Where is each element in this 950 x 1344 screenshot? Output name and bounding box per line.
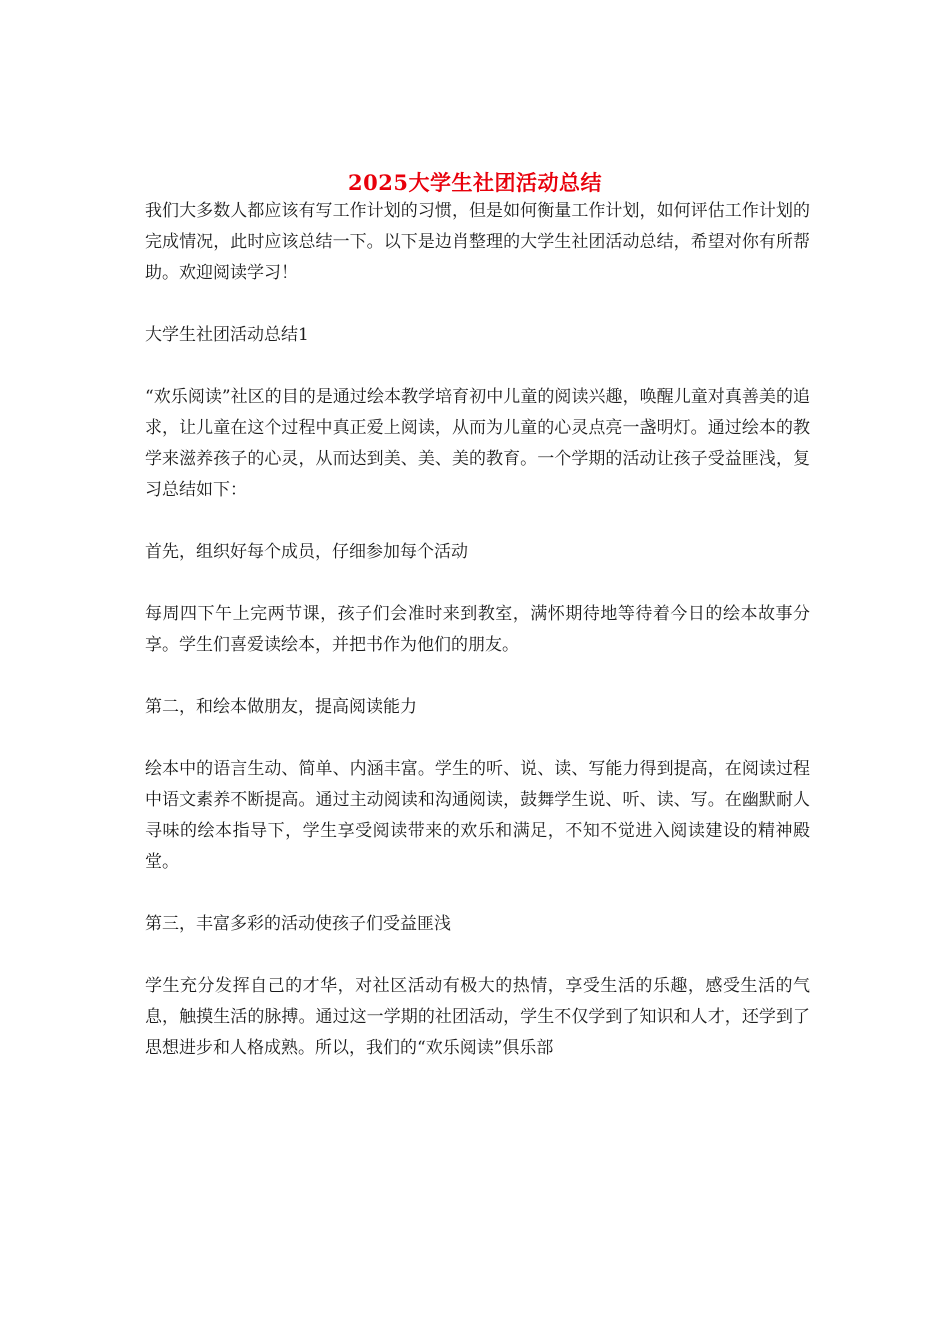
body-paragraph: “欢乐阅读”社区的目的是通过绘本教学培育初中儿童的阅读兴趣，唤醒儿童对真善美的追求，让儿童在这个过程中真正爱上阅读，从而为儿童的心灵点亮一盏明灯。通过绘本的教学来滋养孩子的心灵，从而达到美、美、美的教育。一个学期的活动让孩子受益匪浅，复习总结如下： [145,387,810,500]
subheading-second: 第二，和绘本做朋友，提高阅读能力 [145,697,417,717]
body-paragraph: 学生充分发挥自己的才华，对社区活动有极大的热情，享受生活的乐趣，感受生活的气息，触摸生活的脉搏。通过这一学期的社团活动，学生不仅学到了知识和人才，还学到了思想进步和人格成熟。所以，我们的“欢乐阅读”俱乐部 [145,976,810,1058]
document-body [145,196,810,1064]
section-heading: 大学生社团活动总结1 [145,325,309,345]
body-paragraph: 每周四下午上完两节课，孩子们会准时来到教室，满怀期待地等待着今日的绘本故事分享。学生们喜爱读绘本，并把书作为他们的朋友。 [145,604,810,655]
intro-paragraph: 我们大多数人都应该有写工作计划的习惯，但是如何衡量工作计划，如何评估工作计划的完成情况，此时应该总结一下。以下是边肖整理的大学生社团活动总结，希望对你有所帮助。欢迎阅读学习！ [145,201,810,283]
subheading-first: 首先，组织好每个成员，仔细参加每个活动 [145,542,468,562]
document-title: 2025大学生社团活动总结 [348,170,602,196]
body-paragraph: 绘本中的语言生动、简单、内涵丰富。学生的听、说、读、写能力得到提高，在阅读过程中语文素养不断提高。通过主动阅读和沟通阅读，鼓舞学生说、听、读、写。在幽默耐人寻味的绘本指导下，学生享受阅读带来的欢乐和满足，不知不觉进入阅读建设的精神殿堂。 [145,759,810,872]
subheading-third: 第三，丰富多彩的活动使孩子们受益匪浅 [145,914,451,934]
